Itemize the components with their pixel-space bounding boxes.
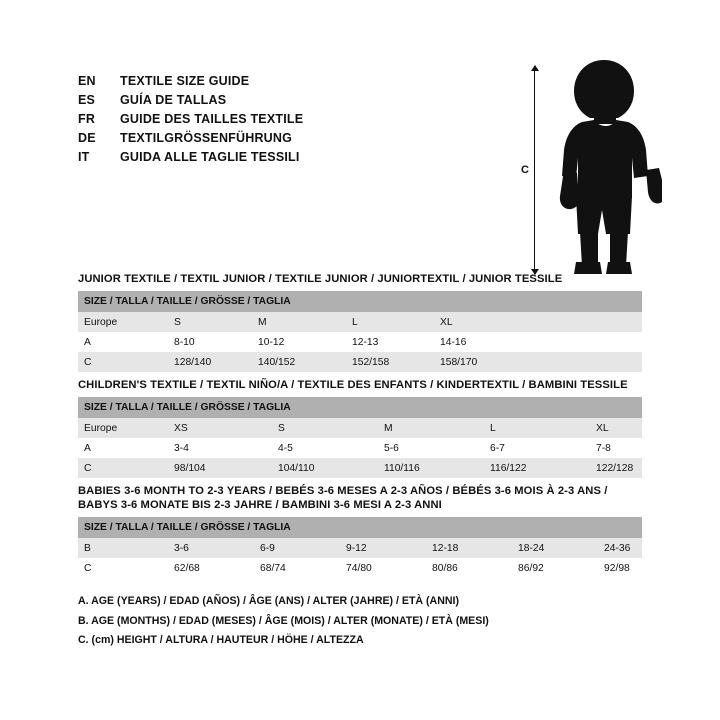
cell-value: 140/152 [252,352,346,372]
cell-value: 6-7 [484,438,590,458]
language-code-es: ES [78,93,96,107]
cell-value: 86/92 [512,558,598,578]
column-header-s: S [168,312,252,332]
language-row [78,150,478,168]
column-header-s: S [272,418,378,438]
child-height-figure [500,58,680,283]
footnote-a: A. AGE (YEARS) / EDAD (AÑOS) / ÂGE (ANS) / ALTER (JAHRE) / ETÀ (ANNI) [78,595,459,607]
height-measure-label: C [518,162,532,178]
column-header-europe: Europe [78,312,168,332]
cell-value: 98/104 [168,458,272,478]
table-row [78,312,642,332]
column-header-l: L [346,312,434,332]
language-code-it: IT [78,150,90,164]
table-header-row [78,517,642,538]
cell-value: 116/122 [484,458,590,478]
row-label-a: A [78,438,168,458]
cell-value: 10-12 [252,332,346,352]
table-row [78,538,642,558]
child-silhouette-icon [542,58,662,280]
row-label-a: A [78,332,168,352]
cell-value: 68/74 [254,558,340,578]
table-header-row [78,291,642,312]
table-row [78,458,642,478]
cell-value: 24-36 [598,538,642,558]
row-label-b: B [78,538,168,558]
page-title-en: TEXTILE SIZE GUIDE [120,74,250,88]
cell-value: 8-10 [168,332,252,352]
language-code-en: EN [78,74,96,88]
cell-value: 7-8 [590,438,642,458]
size-header-label: SIZE / TALLA / TAILLE / GRÖSSE / TAGLIA [78,397,642,418]
cell-value: 104/110 [272,458,378,478]
table-row [78,438,642,458]
row-label-c: C [78,458,168,478]
column-header-m: M [378,418,484,438]
height-measure-arrow-icon [534,66,535,274]
cell-value: 12-18 [426,538,512,558]
table-header-row [78,397,642,418]
table-row [78,418,642,438]
section-title-junior: JUNIOR TEXTILE / TEXTIL JUNIOR / TEXTILE JUNIOR / JUNIORTEXTIL / JUNIOR TESSILE [78,273,563,285]
column-header-xs: XS [168,418,272,438]
cell-value: 4-5 [272,438,378,458]
cell-value: 152/158 [346,352,434,372]
legend-footnotes [78,592,638,651]
section-title-babies: BABIES 3-6 MONTH TO 2-3 YEARS / BEBÉS 3-6 MESES A 2-3 AÑOS / BÉBÉS 3-6 MOIS À 2-3 ANS / BABYS 3-6 MONATE BIS 2-3 JAHRE / BAMBINI 3-6 MESI A 2-3 ANNI [78,485,608,511]
cell-value: 62/68 [168,558,254,578]
section-children-textile [78,378,642,478]
cell-value: 3-4 [168,438,272,458]
column-header-xl: XL [434,312,526,332]
size-header-label: SIZE / TALLA / TAILLE / GRÖSSE / TAGLIA [78,291,642,312]
table-row [78,352,642,372]
cell-value: 158/170 [434,352,526,372]
footnote-c: C. (cm) HEIGHT / ALTURA / HAUTEUR / HÖHE / ALTEZZA [78,634,364,646]
cell-value: 3-6 [168,538,254,558]
table-children-sizes [78,397,642,478]
cell-value: 122/128 [590,458,642,478]
cell-value: 5-6 [378,438,484,458]
language-row [78,131,478,149]
cell-value: 9-12 [340,538,426,558]
section-babies-textile [78,484,642,578]
page-title-it: GUIDA ALLE TAGLIE TESSILI [120,150,300,164]
page-title-es: GUÍA DE TALLAS [120,93,227,107]
language-row [78,74,478,92]
language-row [78,93,478,111]
language-code-fr: FR [78,112,96,126]
column-header-m: M [252,312,346,332]
table-junior-sizes [78,291,642,372]
language-title-block [78,74,478,169]
row-label-c: C [78,558,168,578]
column-header-europe: Europe [78,418,168,438]
cell-value: 18-24 [512,538,598,558]
column-header-xl: XL [590,418,642,438]
cell-value: 74/80 [340,558,426,578]
size-header-label: SIZE / TALLA / TAILLE / GRÖSSE / TAGLIA [78,517,642,538]
language-code-de: DE [78,131,96,145]
row-label-c: C [78,352,168,372]
section-title-children: CHILDREN'S TEXTILE / TEXTIL NIÑO/A / TEXTILE DES ENFANTS / KINDERTEXTIL / BAMBINI TESSILE [78,379,628,391]
page-title-fr: GUIDE DES TAILLES TEXTILE [120,112,304,126]
page-title-de: TEXTILGRÖSSENFÜHRUNG [120,131,293,145]
table-babies-sizes [78,517,642,578]
footnote-b: B. AGE (MONTHS) / EDAD (MESES) / ÂGE (MOIS) / ALTER (MONATE) / ETÀ (MESI) [78,614,489,627]
cell-value: 80/86 [426,558,512,578]
cell-value: 110/116 [378,458,484,478]
column-header-l: L [484,418,590,438]
cell-value: 14-16 [434,332,526,352]
cell-value: 6-9 [254,538,340,558]
table-row [78,332,642,352]
table-row [78,558,642,578]
section-junior-textile [78,272,642,372]
cell-value: 12-13 [346,332,434,352]
language-row [78,112,478,130]
cell-value: 128/140 [168,352,252,372]
cell-value: 92/98 [598,558,642,578]
